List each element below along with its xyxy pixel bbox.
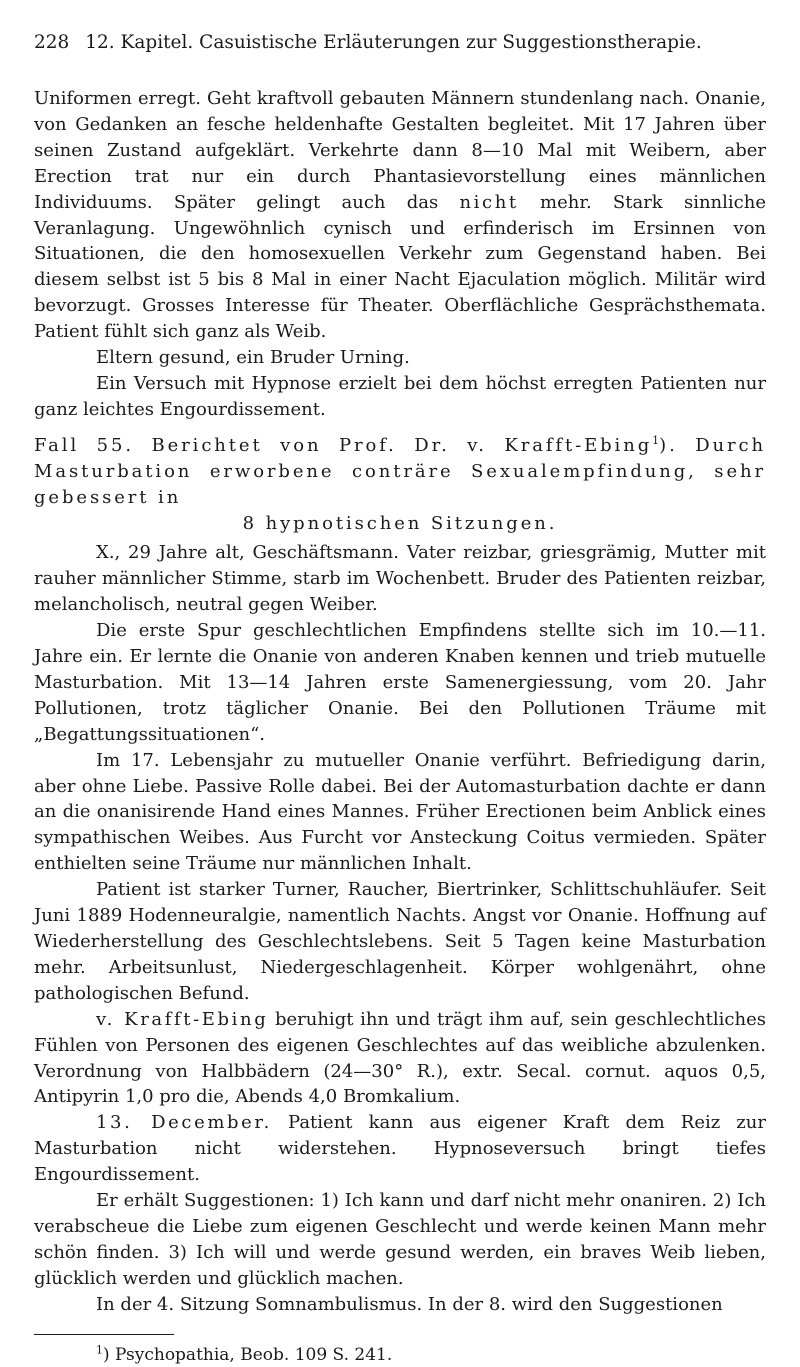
paragraph-text: Uniformen erregt. Geht kraftvoll gebauten Männern stundenlang nach. Onanie, von Gedanken an fesche heldenhafte Gestalten begleitet. Mit 17 Jahren über seinen Zustand aufgeklärt. Verkehrte dann 8—10 Mal mit Weibern, aber Erection trat nur ein durch Phantasievorstellung eines männlichen Individuums. Später gelingt auch das [34,88,766,213]
running-head [34,28,766,58]
page-number: 228 [34,32,70,53]
footnote-marker: 1 [96,1342,103,1356]
paragraph: Im 17. Lebensjahr zu mutueller Onanie verführt. Befriedigung darin, aber ohne Liebe. Passive Rolle dabei. Bei der Automasturbation dachte er dann an die onanisirende Hand eines Mannes. Früher Erectionen beim Anblick eines sympathischen Weibes. Aus Furcht vor Ansteckung Coitus vermieden. Später enthielten seine Träume nur männlichen Inhalt. [34,749,766,875]
paragraph: Er erhält Suggestionen: 1) Ich kann und darf nicht mehr onaniren. 2) Ich verabscheue die Liebe zum eigenen Geschlecht und werde keinen Mann mehr schön finden. 3) Ich will und werde gesund werden, ein braves Weib lieben, glücklich werden und glücklich machen. [34,1190,766,1289]
paragraph: Die erste Spur geschlechtlichen Empfindens stellte sich im 10.—11. Jahre ein. Er lernte die Onanie von anderen Knaben kennen und trieb mutuelle Masturbation. Mit 13—14 Jahren erste Samenergiessung, vom 20. Jahr Pollutionen, trotz täglicher Onanie. Bei den Pollutionen Träume mit „Begattungssituationen“. [34,620,766,745]
emphasis-text: nicht [459,191,519,213]
footnote-marker: 1 [652,433,660,447]
body-text [34,86,766,1318]
footnote-divider [34,1334,174,1335]
date-text: 13. December. [96,1112,272,1134]
paragraph-text: mehr. Stark sinnliche Veranlagung. Ungewöhnlich cynisch und erfinderisch im Ersinnen von Situationen, die den homosexuellen Verkehr zum Gegenstand haben. Bei diesem selbst ist 5 bis 8 Mal in einer Nacht Ejaculation möglich. Militär wird bevorzugt. Grosses Interesse für Theater. Oberflächliche Gesprächsthemata. Patient fühlt sich ganz als Weib. [34,191,766,343]
paragraph: X., 29 Jahre alt, Geschäftsmann. Vater reizbar, griesgrämig, Mutter mit rauher männlicher Stimme, starb im Wochenbett. Bruder des Patienten reizbar, melancholisch, neutral gegen Weiber. [34,542,766,616]
chapter-title: 12. Kapitel. Casuistische Erläuterungen zur Suggestionstherapie. [85,32,702,53]
book-page [34,28,766,1367]
paragraph-text: Patient kann aus eigener Kraft dem Reiz zur Masturbation nicht widerstehen. Hypnoseversuch bringt tiefes Engourdissement. [34,1112,766,1186]
case-heading-lead: Fall 55. Berichtet von Prof. Dr. v. Krafft-Ebing [34,434,653,456]
case-heading-text: ). Durch Masturbation erworbene conträre Sexualempfindung, sehr gebessert in [34,434,767,508]
paragraph [34,1110,766,1188]
paragraph-text: beruhigt ihn und trägt ihm auf, sein geschlechtliches Fühlen von Personen des eigenen Geschlechtes auf das weibliche abzulenken. Verordnung von Halbbädern (24—30° R.), extr. Secal. cornut. aquos 0,5, Antipyrin 1,0 pro die, Abends 4,0 Bromkalium. [34,1008,766,1108]
author-name: v. Krafft-Ebing [96,1008,269,1030]
case-heading [34,433,766,537]
paragraph: Eltern gesund, ein Bruder Urning. [96,347,410,369]
paragraph: Ein Versuch mit Hypnose erzielt bei dem höchst erregten Patienten nur ganz leichtes Engourdissement. [34,372,766,420]
footnote [34,1343,766,1367]
case-heading-last-line: 8 hypnotischen Sitzungen. [242,512,558,534]
footnote-text: ) Psychopathia, Beob. 109 S. 241. [103,1344,393,1365]
paragraph [34,86,766,345]
paragraph [34,1007,766,1111]
paragraph: Patient ist starker Turner, Raucher, Biertrinker, Schlittschuhläufer. Seit Juni 1889 Hodenneuralgie, namentlich Nachts. Angst vor Onanie. Hoffnung auf Wiederherstellung des Geschlechtslebens. Seit 5 Tagen keine Masturbation mehr. Arbeitsunlust, Niedergeschlagenheit. Körper wohlgenährt, ohne pathologischen Befund. [34,879,766,1004]
paragraph: In der 4. Sitzung Somnambulismus. In der 8. wird den Suggestionen [96,1293,723,1315]
